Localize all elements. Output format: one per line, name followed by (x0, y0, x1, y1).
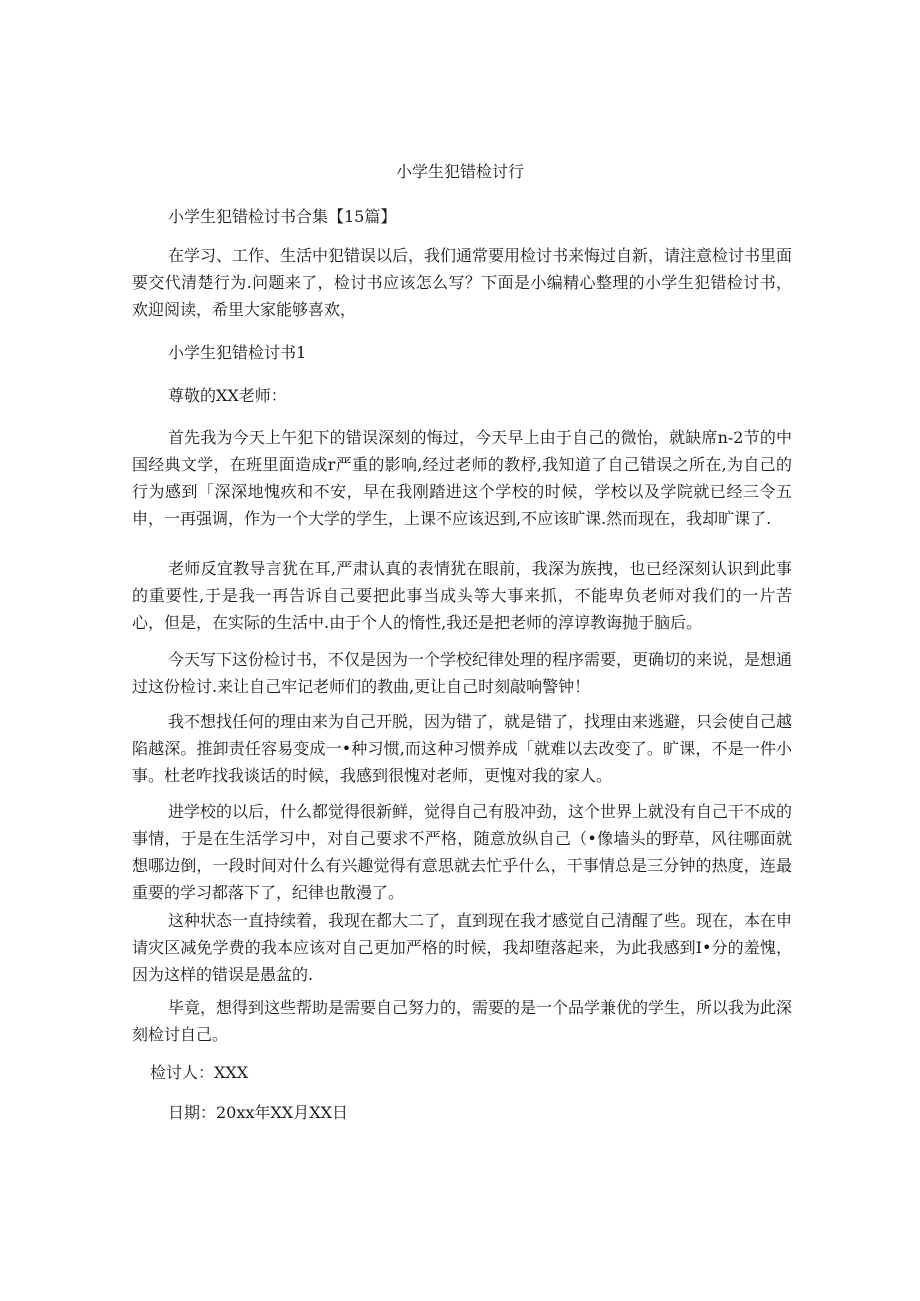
document-subtitle: 小学生犯错检讨书合集【15篇】 (168, 207, 397, 226)
document-title: 小学生犯错检讨行 (395, 162, 524, 181)
body-paragraph-2: 老师反宜教导言犹在耳,严肃认真的表情犹在眼前，我深为族拽，也已经深刻认识到此事的重要性,于是我一再告诉自己要把此事当成头等大事来抓，不能卑负老师对我们的一片苦心，但是，在实际的生活中.由于个人的惰性,我还是把老师的淳谆教诲抛于脑后。 (132, 559, 792, 632)
body-paragraph-5: 进学校的以后，什么都觉得很新鲜，觉得自己有股冲劲，这个世界上就没有自己干不成的事情，于是在生活学习中，对自己要求不严格，随意放纵自己（•像墙头的野草，风往哪面就想哪边倒，一段时间对什么有兴趣觉得有意思就去忙乎什么，干事情总是三分钟的热度，连最重要的学习都落下了，纪律也散漫了。 (132, 802, 793, 902)
date: 日期：20xx年XX月XX日 (168, 1103, 348, 1122)
salutation: 尊敬的XX老师： (168, 386, 287, 405)
body-paragraph-7: 毕竟，想得到这些帮助是需要自己努力的，需要的是一个品学兼优的学生，所以我为此深刻检讨自己。 (132, 998, 793, 1044)
signer: 检讨人：XXX (150, 1063, 249, 1082)
section-heading: 小学生犯错检讨书1 (168, 343, 307, 362)
body-paragraph-4: 我不想找任何的理由来为自己开脱，因为错了，就是错了，找理由来逃避，只会使自己越陷越深。推卸责任容易变成一•种习惯,而这种习惯养成「就难以去改变了。旷课，不是一件小事。杜老咋找我谈话的时候，我感到很愧对老师，更愧对我的家人。 (132, 712, 793, 785)
body-paragraph-3: 今天写下这份检讨书，不仅是因为一个学校纪律处理的程序需要，更确切的来说，是想通过这份检讨.来让自己牢记老师们的教曲,更让自己时刻敲响警钟！ (132, 650, 793, 696)
body-paragraph-6: 这种状态一直持续着，我现在都大二了，直到现在我才感觉自己清醒了些。现在，本在申请灾区减免学费的我本应该对自己更加严格的时候，我却堕落起来，为此我感到I•分的羞愧，因为这样的错误是愚盆的. (132, 911, 793, 984)
body-paragraph-1: 首先我为今天上午犯下的错误深刻的悔过，今天早上由于自己的微怡，就缺席n-2节的中国经典文学，在班里面造成r严重的影响,经过老师的教杼,我知道了自己错误之所在,为自己的行为感到「深深地愧疚和不安，早在我刚踏进这个学校的时候，学校以及学院就已经三令五申，一再强调，作为一个大学的学生，上课不应该迟到,不应该旷课.然而现在，我却旷课了. (132, 428, 792, 528)
intro-paragraph: 在学习、工作、生活中犯错误以后，我们通常要用检讨书来悔过自新，请注意检讨书里面要交代清楚行为.问题来了，检讨书应该怎么写？下面是小编精心整理的小学生犯错检讨书，欢迎阅读，希里大家能够喜欢， (132, 246, 793, 319)
